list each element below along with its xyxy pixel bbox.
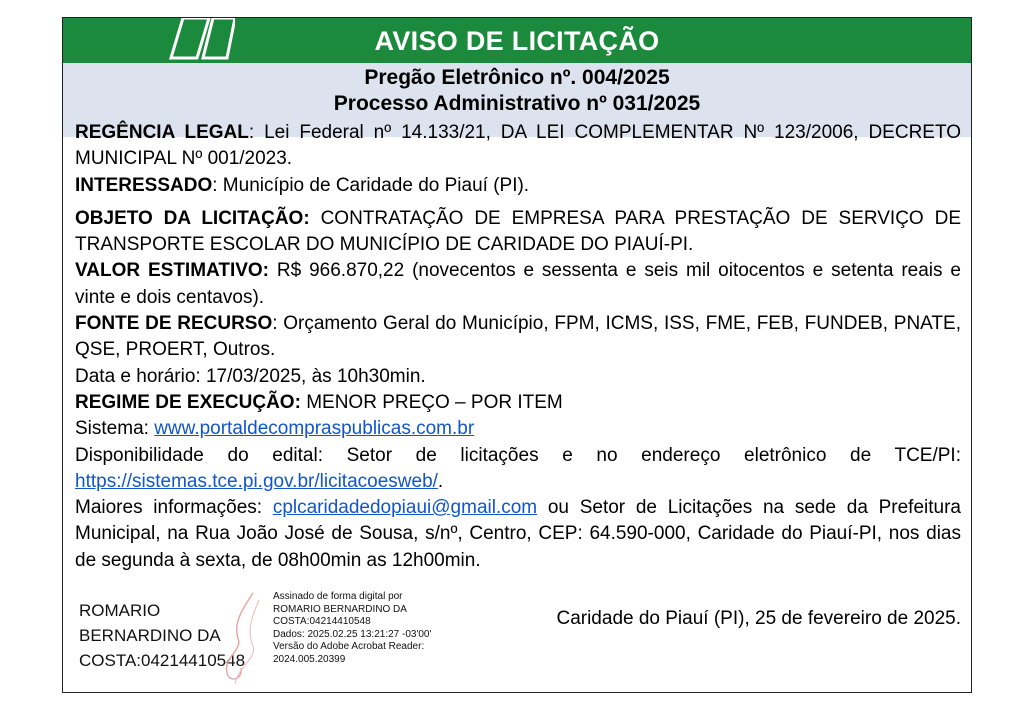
- notice-body: [75, 120, 961, 574]
- data-horario: Data e horário: 17/03/2025, às 10h30min.: [75, 365, 426, 387]
- objeto-label: OBJETO DA LICITAÇÃO:: [75, 207, 310, 229]
- valor-text: R$ 966.870,22 (novecentos e sessenta e seis mil oitocentos e setenta reais e vinte e dois centavos).: [75, 260, 961, 308]
- signature-info-line: ROMARIO BERNARDINO DA: [273, 603, 407, 615]
- objeto-paragraph: [75, 206, 961, 259]
- fonte-label: FONTE DE RECURSO: [75, 313, 273, 335]
- valor-paragraph: [75, 258, 961, 311]
- tce-link[interactable]: https://sistemas.tce.pi.gov.br/licitacoesweb/: [75, 470, 438, 492]
- signature-info-line: Versão do Adobe Acrobat Reader:: [273, 641, 425, 653]
- sistema-link[interactable]: www.portaldecompraspublicas.com.br: [154, 418, 475, 440]
- disponibilidade-paragraph: [75, 443, 961, 496]
- signature-scribble-icon: [213, 588, 273, 688]
- fonte-paragraph: [75, 311, 961, 364]
- disponibilidade-text: Disponibilidade do edital: Setor de licitações e no endereço eletrônico de TCE/PI:: [75, 444, 961, 466]
- pregao-number: Pregão Eletrônico nº. 004/2025: [364, 66, 670, 89]
- interessado-label: INTERESSADO: [75, 174, 213, 196]
- objeto-text: CONTRATAÇÃO DE EMPRESA PARA PRESTAÇÃO DE SERVIÇO DE TRANSPORTE ESCOLAR DO MUNICÍPIO DE CARIDADE DO PIAUÍ-PI.: [75, 207, 961, 256]
- email-link[interactable]: cplcaridadedopiaui@gmail.com: [272, 497, 538, 519]
- maiores-label: Maiores informações:: [75, 497, 273, 519]
- regime-paragraph: [75, 390, 961, 416]
- disponibilidade-end: .: [437, 470, 444, 492]
- digital-signature-info: [273, 591, 431, 667]
- page-title: AVISO DE LICITAÇÃO: [374, 26, 660, 56]
- sistema-label: Sistema:: [75, 418, 155, 440]
- signature-info-line: COSTA:04214410548: [273, 616, 371, 628]
- regencia-text: : Lei Federal nº 14.133/21, DA LEI COMPLEMENTAR Nº 123/2006, DECRETO MUNICIPAL Nº 001/2023.: [75, 122, 962, 170]
- regime-label: REGIME DE EXECUÇÃO:: [75, 391, 301, 413]
- valor-label: VALOR ESTIMATIVO:: [75, 260, 270, 282]
- signature-info-line: Dados: 2025.02.25 13:21:27 -03'00': [273, 628, 432, 640]
- interessado-paragraph: [75, 173, 961, 199]
- sistema-paragraph: [75, 416, 961, 442]
- signer-name-line: COSTA:04214410548: [79, 651, 246, 670]
- notice-frame: [62, 17, 972, 693]
- place-date: Caridade do Piauí (PI), 25 de fevereiro de 2025.: [556, 608, 961, 629]
- signer-name-line: BERNARDINO DA: [79, 626, 221, 645]
- regencia-label: REGÊNCIA LEGAL: [75, 122, 249, 143]
- processo-number: Processo Administrativo nº 031/2025: [333, 92, 701, 115]
- signature-info-line: 2024.005.20399: [273, 653, 346, 665]
- signature-info-line: Assinado de forma digital por: [273, 591, 403, 602]
- fonte-text: : Orçamento Geral do Município, FPM, ICMS, ISS, FME, FEB, FUNDEB, PNATE, QSE, PROERT, Outros.: [75, 313, 961, 361]
- regencia-paragraph: [75, 120, 961, 173]
- maiores-paragraph: [75, 495, 961, 574]
- signer-name-line: ROMARIO: [79, 601, 161, 620]
- regime-text: MENOR PREÇO – POR ITEM: [300, 391, 563, 413]
- maiores-text: ou Setor de Licitações na sede da Prefeitura Municipal, na Rua João José de Sousa, s/nº, Centro, CEP: 64.590-000, Caridade do Piauí-PI, nos dias de segunda à sexta, de 08h00min as 12h00min.: [75, 497, 961, 571]
- interessado-text: : Município de Caridade do Piauí (PI).: [212, 174, 530, 196]
